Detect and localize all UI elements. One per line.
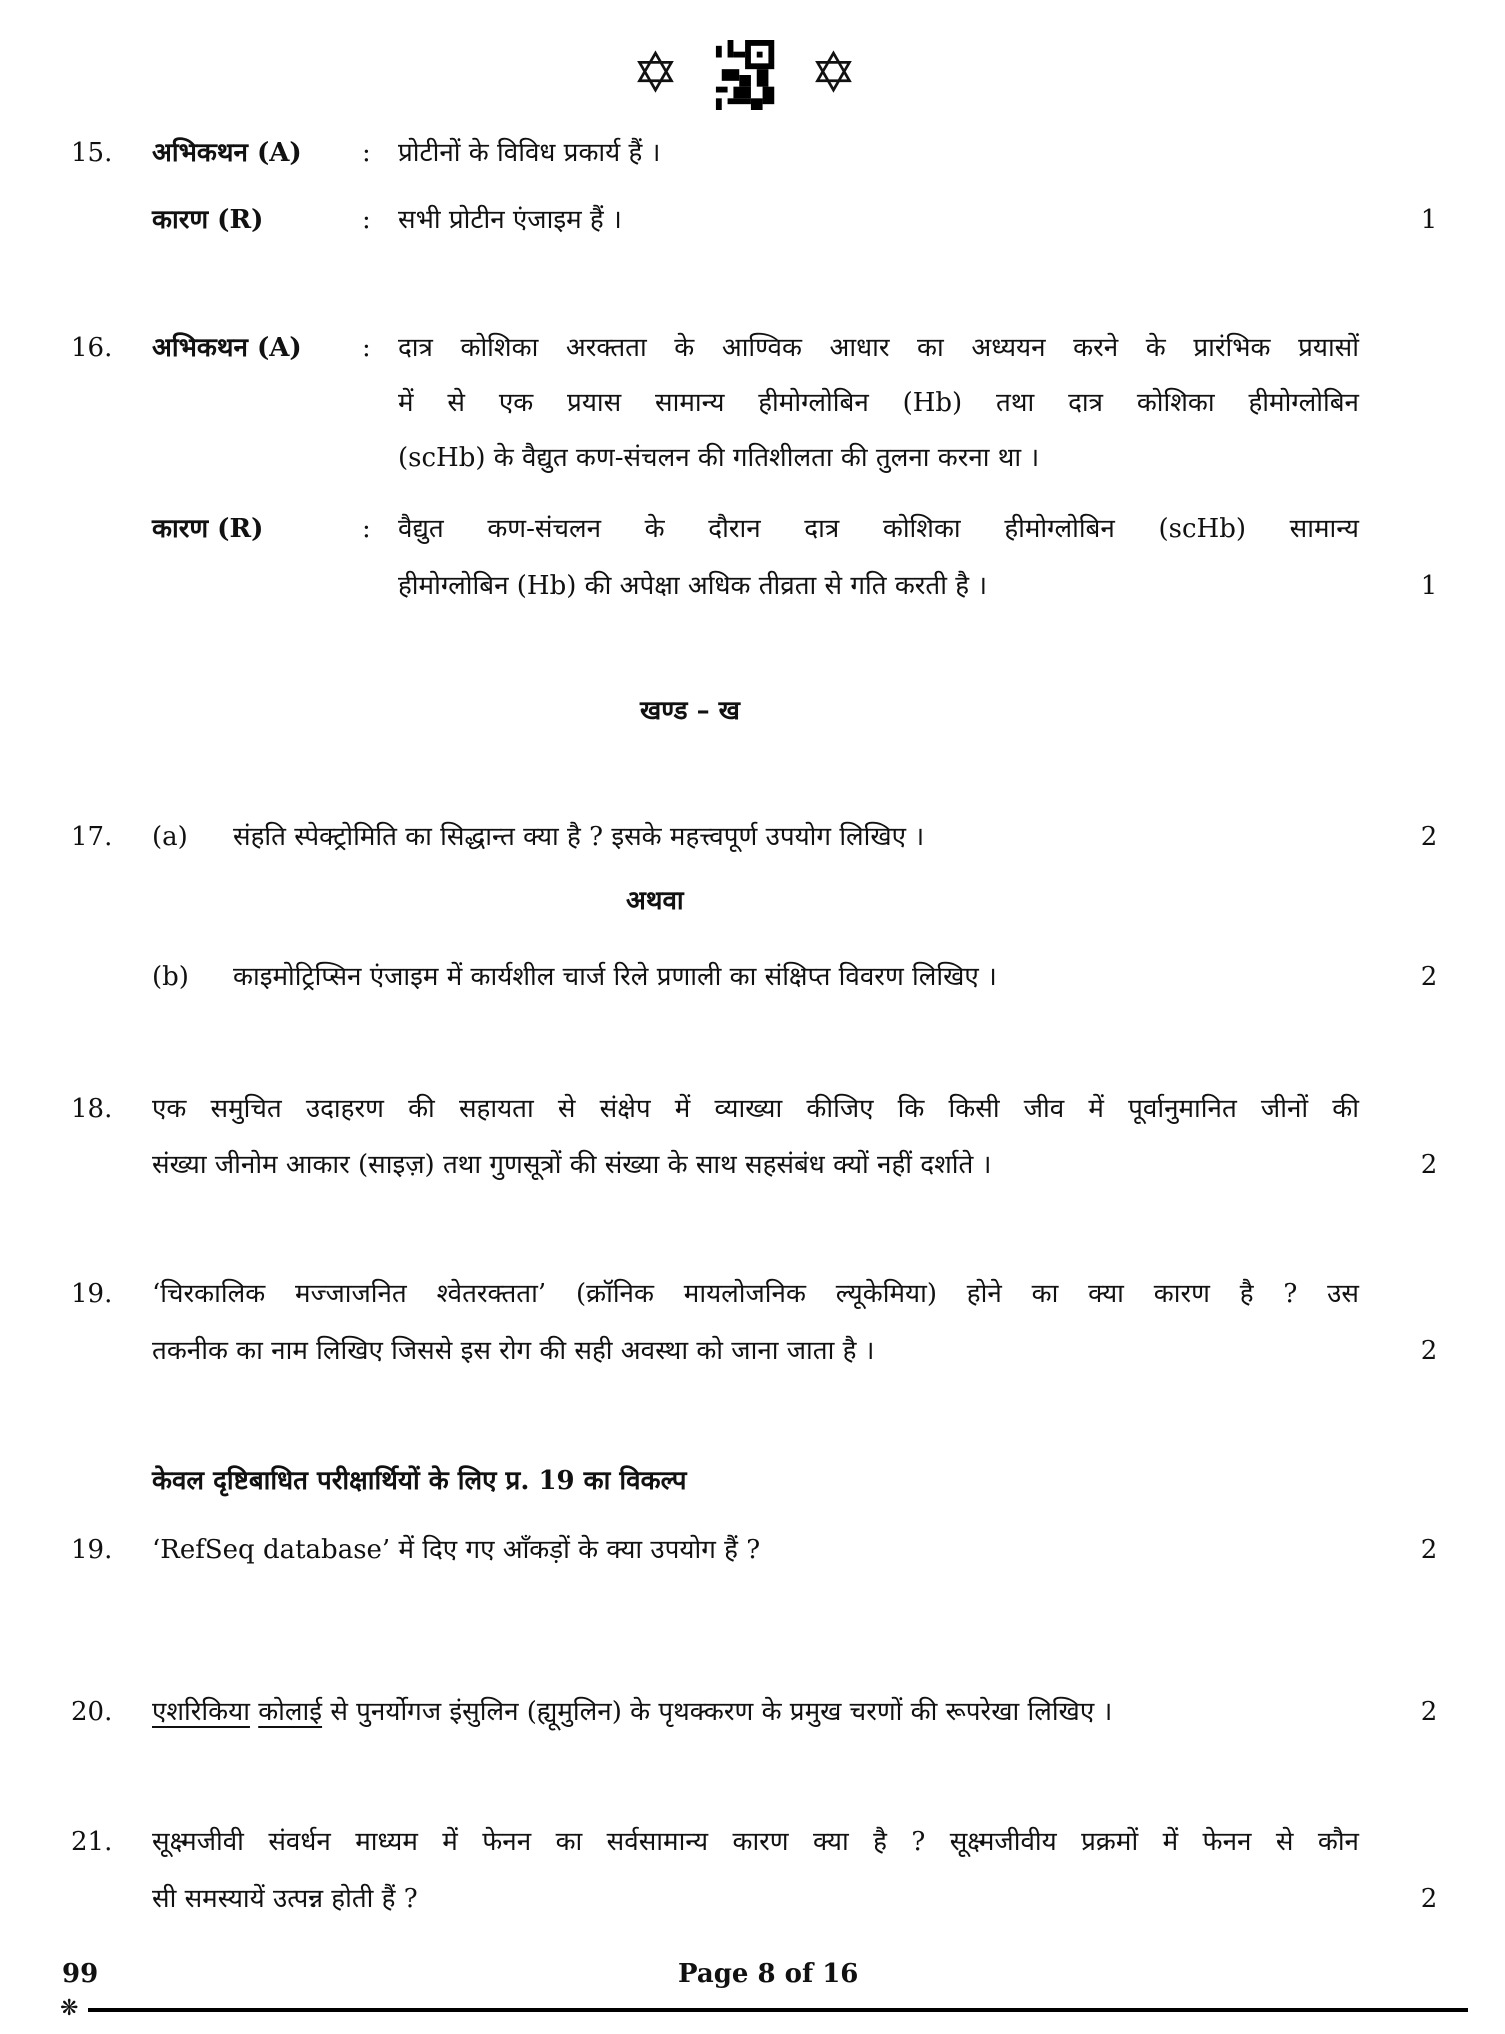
question-text: काइमोट्रिप्सिन एंजाइम में कार्यशील चार्ज रिले प्रणाली का संक्षिप्त विवरण लिखिए । [233, 962, 997, 992]
assertion-line: दात्र कोशिका अरक्तता के आण्विक आधार का अध्ययन करने के प्रारंभिक प्रयासों [398, 333, 1359, 363]
question-line: सी समस्यायें उत्पन्न होती हैं ? [152, 1884, 418, 1914]
question-number: 18. [71, 1094, 113, 1124]
question-text: संहति स्पेक्ट्रोमिति का सिद्धान्त क्या है ? इसके महत्त्वपूर्ण उपयोग लिखिए । [233, 822, 925, 852]
question-number: 15. [71, 138, 113, 168]
page-number: Page 8 of 16 [678, 1959, 859, 1989]
underlined-term: एशरिकिया [152, 1697, 250, 1727]
flower-icon: ❋ [60, 1996, 79, 2021]
colon: : [362, 514, 371, 544]
section-title: खण्ड – ख [640, 696, 740, 726]
marks: 2 [1420, 1150, 1438, 1180]
colon: : [362, 205, 371, 235]
assertion-label: अभिकथन (A) [152, 138, 302, 168]
marks: 2 [1420, 1884, 1438, 1914]
underlined-term: कोलाई [258, 1697, 323, 1727]
question-text [152, 1699, 1112, 1725]
question-number: 16. [71, 333, 113, 363]
assertion-text: प्रोटीनों के विविध प्रकार्य हैं । [398, 138, 661, 168]
question-text: ‘RefSeq database’ में दिए गए आँकड़ों के क्या उपयोग हैं ? [152, 1535, 761, 1565]
marks: 1 [1420, 205, 1438, 235]
marks: 2 [1420, 822, 1438, 852]
question-number: 21. [71, 1827, 113, 1857]
colon: : [362, 138, 371, 168]
colon: : [362, 333, 371, 363]
marks: 2 [1420, 1697, 1438, 1727]
question-line: संख्या जीनोम आकार (साइज़) तथा गुणसूत्रों की संख्या के साथ सहसंबंध क्यों नहीं दर्शाते । [152, 1150, 992, 1180]
marks: 2 [1420, 1336, 1438, 1366]
reason-line: हीमोग्लोबिन (Hb) की अपेक्षा अधिक तीव्रता से गति करती है । [398, 571, 988, 601]
question-line: एक समुचित उदाहरण की सहायता से संक्षेप में व्याख्या कीजिए कि किसी जीव में पूर्वानुमानित जीनों की [152, 1094, 1359, 1124]
question-number: 20. [71, 1697, 113, 1727]
marks: 2 [1420, 1535, 1438, 1565]
question-number: 19. [71, 1279, 113, 1309]
star-of-david-icon: ✡ [632, 41, 679, 106]
question-number: 17. [71, 822, 113, 852]
marks: 1 [1420, 571, 1438, 601]
question-number: 19. [71, 1535, 113, 1565]
star-of-david-icon: ✡ [810, 41, 857, 106]
paper-code: 99 [62, 1959, 99, 1989]
assertion-label: अभिकथन (A) [152, 333, 302, 363]
question-rest: से पुनर्योगज इंसुलिन (ह्यूमुलिन) के पृथक्करण के प्रमुख चरणों की रूपरेखा लिखिए । [330, 1697, 1113, 1727]
or-label: अथवा [626, 886, 684, 916]
assertion-line: में से एक प्रयास सामान्य हीमोग्लोबिन (Hb) तथा दात्र कोशिका हीमोग्लोबिन [398, 388, 1359, 418]
question-line: तकनीक का नाम लिखिए जिससे इस रोग की सही अवस्था को जाना जाता है । [152, 1336, 875, 1366]
reason-text: सभी प्रोटीन एंजाइम हैं । [398, 205, 622, 235]
marks: 2 [1420, 962, 1438, 992]
alternative-note: केवल दृष्टिबाधित परीक्षार्थियों के लिए प्र. 19 का विकल्प [152, 1466, 687, 1496]
assertion-line: (scHb) के वैद्युत कण-संचलन की गतिशीलता की तुलना करना था । [398, 443, 1040, 473]
qr-code-icon [715, 40, 781, 110]
question-line: सूक्ष्मजीवी संवर्धन माध्यम में फेनन का सर्वसामान्य कारण क्या है ? सूक्ष्मजीवीय प्रक्रमों में फेनन से कौन [152, 1827, 1359, 1857]
footer-rule [88, 2008, 1468, 2012]
reason-label: कारण (R) [152, 205, 264, 235]
option-label: (b) [152, 962, 189, 992]
question-line: ‘चिरकालिक मज्जाजनित श्वेतरक्तता’ (क्रॉनिक मायलोजनिक ल्यूकेमिया) होने का क्या कारण है ? उस [152, 1279, 1359, 1309]
option-label: (a) [152, 822, 188, 852]
reason-label: कारण (R) [152, 514, 264, 544]
reason-line: वैद्युत कण-संचलन के दौरान दात्र कोशिका हीमोग्लोबिन (scHb) सामान्य [398, 514, 1359, 544]
